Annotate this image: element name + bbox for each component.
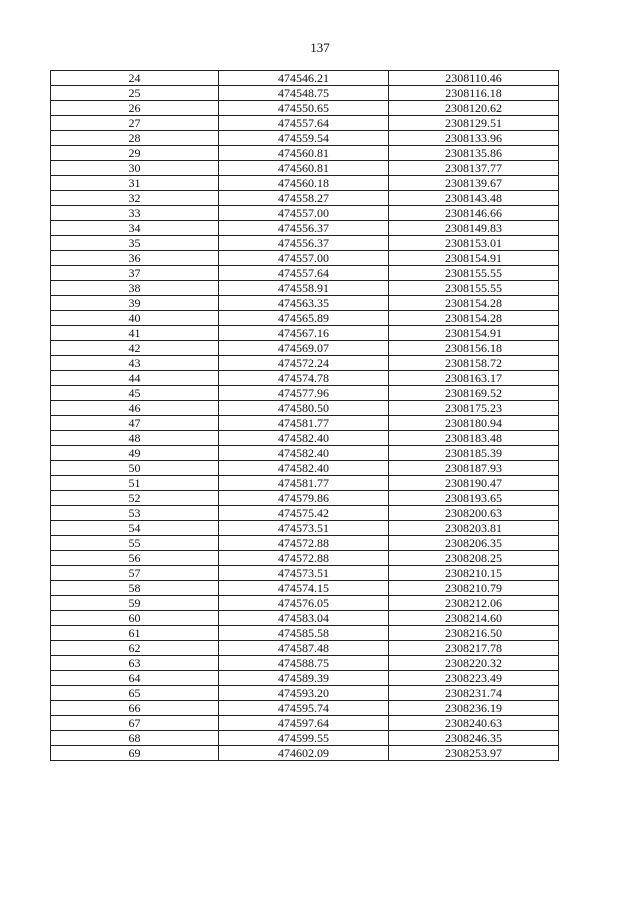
x-coordinate-cell: 474558.91 xyxy=(219,281,389,296)
point-number-cell: 67 xyxy=(51,716,219,731)
y-coordinate-cell: 2308193.65 xyxy=(389,491,559,506)
x-coordinate-cell: 474580.50 xyxy=(219,401,389,416)
point-number-cell: 45 xyxy=(51,386,219,401)
y-coordinate-cell: 2308187.93 xyxy=(389,461,559,476)
table-row xyxy=(51,251,559,266)
table-row xyxy=(51,356,559,371)
x-coordinate-cell: 474567.16 xyxy=(219,326,389,341)
y-coordinate-cell: 2308240.63 xyxy=(389,716,559,731)
point-number-cell: 44 xyxy=(51,371,219,386)
y-coordinate-cell: 2308214.60 xyxy=(389,611,559,626)
x-coordinate-cell: 474589.39 xyxy=(219,671,389,686)
point-number-cell: 68 xyxy=(51,731,219,746)
point-number-cell: 31 xyxy=(51,176,219,191)
point-number-cell: 60 xyxy=(51,611,219,626)
y-coordinate-cell: 2308133.96 xyxy=(389,131,559,146)
y-coordinate-cell: 2308116.18 xyxy=(389,86,559,101)
table-row xyxy=(51,161,559,176)
point-number-cell: 51 xyxy=(51,476,219,491)
x-coordinate-cell: 474599.55 xyxy=(219,731,389,746)
x-coordinate-cell: 474602.09 xyxy=(219,746,389,761)
y-coordinate-cell: 2308210.79 xyxy=(389,581,559,596)
y-coordinate-cell: 2308135.86 xyxy=(389,146,559,161)
x-coordinate-cell: 474582.40 xyxy=(219,461,389,476)
x-coordinate-cell: 474559.54 xyxy=(219,131,389,146)
table-row xyxy=(51,341,559,356)
x-coordinate-cell: 474573.51 xyxy=(219,521,389,536)
x-coordinate-cell: 474582.40 xyxy=(219,446,389,461)
table-row xyxy=(51,626,559,641)
x-coordinate-cell: 474569.07 xyxy=(219,341,389,356)
table-row xyxy=(51,596,559,611)
x-coordinate-cell: 474572.88 xyxy=(219,551,389,566)
table-row xyxy=(51,671,559,686)
table-row xyxy=(51,386,559,401)
x-coordinate-cell: 474565.89 xyxy=(219,311,389,326)
x-coordinate-cell: 474557.00 xyxy=(219,206,389,221)
x-coordinate-cell: 474560.81 xyxy=(219,146,389,161)
x-coordinate-cell: 474557.64 xyxy=(219,116,389,131)
point-number-cell: 39 xyxy=(51,296,219,311)
table-row xyxy=(51,371,559,386)
table-row xyxy=(51,491,559,506)
table-row xyxy=(51,176,559,191)
y-coordinate-cell: 2308220.32 xyxy=(389,656,559,671)
table-row xyxy=(51,281,559,296)
table-row xyxy=(51,191,559,206)
table-row xyxy=(51,536,559,551)
point-number-cell: 54 xyxy=(51,521,219,536)
y-coordinate-cell: 2308149.83 xyxy=(389,221,559,236)
table-row xyxy=(51,221,559,236)
y-coordinate-cell: 2308203.81 xyxy=(389,521,559,536)
table-row xyxy=(51,86,559,101)
x-coordinate-cell: 474587.48 xyxy=(219,641,389,656)
table-row xyxy=(51,551,559,566)
table-row xyxy=(51,641,559,656)
x-coordinate-cell: 474581.77 xyxy=(219,476,389,491)
y-coordinate-cell: 2308137.77 xyxy=(389,161,559,176)
point-number-cell: 43 xyxy=(51,356,219,371)
x-coordinate-cell: 474548.75 xyxy=(219,86,389,101)
table-row xyxy=(51,266,559,281)
point-number-cell: 62 xyxy=(51,641,219,656)
point-number-cell: 58 xyxy=(51,581,219,596)
y-coordinate-cell: 2308146.66 xyxy=(389,206,559,221)
y-coordinate-cell: 2308246.35 xyxy=(389,731,559,746)
x-coordinate-cell: 474560.18 xyxy=(219,176,389,191)
y-coordinate-cell: 2308163.17 xyxy=(389,371,559,386)
x-coordinate-cell: 474546.21 xyxy=(219,71,389,86)
table-row xyxy=(51,461,559,476)
x-coordinate-cell: 474558.27 xyxy=(219,191,389,206)
table-row xyxy=(51,656,559,671)
coordinates-table-body xyxy=(51,71,559,761)
table-row xyxy=(51,521,559,536)
y-coordinate-cell: 2308153.01 xyxy=(389,236,559,251)
table-row xyxy=(51,401,559,416)
y-coordinate-cell: 2308156.18 xyxy=(389,341,559,356)
x-coordinate-cell: 474582.40 xyxy=(219,431,389,446)
table-row xyxy=(51,686,559,701)
table-row xyxy=(51,146,559,161)
coordinates-table xyxy=(50,70,559,761)
point-number-cell: 52 xyxy=(51,491,219,506)
table-row xyxy=(51,716,559,731)
x-coordinate-cell: 474581.77 xyxy=(219,416,389,431)
y-coordinate-cell: 2308223.49 xyxy=(389,671,559,686)
point-number-cell: 28 xyxy=(51,131,219,146)
point-number-cell: 34 xyxy=(51,221,219,236)
point-number-cell: 32 xyxy=(51,191,219,206)
y-coordinate-cell: 2308143.48 xyxy=(389,191,559,206)
point-number-cell: 61 xyxy=(51,626,219,641)
point-number-cell: 63 xyxy=(51,656,219,671)
point-number-cell: 40 xyxy=(51,311,219,326)
x-coordinate-cell: 474574.78 xyxy=(219,371,389,386)
y-coordinate-cell: 2308155.55 xyxy=(389,266,559,281)
point-number-cell: 57 xyxy=(51,566,219,581)
y-coordinate-cell: 2308208.25 xyxy=(389,551,559,566)
table-row xyxy=(51,311,559,326)
y-coordinate-cell: 2308210.15 xyxy=(389,566,559,581)
x-coordinate-cell: 474563.35 xyxy=(219,296,389,311)
x-coordinate-cell: 474556.37 xyxy=(219,221,389,236)
x-coordinate-cell: 474597.64 xyxy=(219,716,389,731)
x-coordinate-cell: 474579.86 xyxy=(219,491,389,506)
y-coordinate-cell: 2308154.91 xyxy=(389,251,559,266)
y-coordinate-cell: 2308236.19 xyxy=(389,701,559,716)
x-coordinate-cell: 474574.15 xyxy=(219,581,389,596)
point-number-cell: 47 xyxy=(51,416,219,431)
y-coordinate-cell: 2308175.23 xyxy=(389,401,559,416)
y-coordinate-cell: 2308212.06 xyxy=(389,596,559,611)
x-coordinate-cell: 474593.20 xyxy=(219,686,389,701)
x-coordinate-cell: 474556.37 xyxy=(219,236,389,251)
y-coordinate-cell: 2308110.46 xyxy=(389,71,559,86)
table-row xyxy=(51,116,559,131)
point-number-cell: 35 xyxy=(51,236,219,251)
table-row xyxy=(51,611,559,626)
point-number-cell: 59 xyxy=(51,596,219,611)
table-row xyxy=(51,566,559,581)
y-coordinate-cell: 2308154.28 xyxy=(389,311,559,326)
y-coordinate-cell: 2308200.63 xyxy=(389,506,559,521)
x-coordinate-cell: 474595.74 xyxy=(219,701,389,716)
point-number-cell: 24 xyxy=(51,71,219,86)
x-coordinate-cell: 474572.24 xyxy=(219,356,389,371)
table-row xyxy=(51,296,559,311)
point-number-cell: 55 xyxy=(51,536,219,551)
y-coordinate-cell: 2308206.35 xyxy=(389,536,559,551)
point-number-cell: 36 xyxy=(51,251,219,266)
table-row xyxy=(51,746,559,761)
point-number-cell: 69 xyxy=(51,746,219,761)
y-coordinate-cell: 2308185.39 xyxy=(389,446,559,461)
point-number-cell: 53 xyxy=(51,506,219,521)
x-coordinate-cell: 474575.42 xyxy=(219,506,389,521)
table-row xyxy=(51,71,559,86)
y-coordinate-cell: 2308154.28 xyxy=(389,296,559,311)
point-number-cell: 38 xyxy=(51,281,219,296)
point-number-cell: 46 xyxy=(51,401,219,416)
x-coordinate-cell: 474560.81 xyxy=(219,161,389,176)
table-row xyxy=(51,101,559,116)
point-number-cell: 65 xyxy=(51,686,219,701)
x-coordinate-cell: 474557.00 xyxy=(219,251,389,266)
y-coordinate-cell: 2308154.91 xyxy=(389,326,559,341)
table-row xyxy=(51,326,559,341)
point-number-cell: 37 xyxy=(51,266,219,281)
table-row xyxy=(51,206,559,221)
table-row xyxy=(51,431,559,446)
y-coordinate-cell: 2308169.52 xyxy=(389,386,559,401)
point-number-cell: 64 xyxy=(51,671,219,686)
point-number-cell: 66 xyxy=(51,701,219,716)
point-number-cell: 30 xyxy=(51,161,219,176)
point-number-cell: 33 xyxy=(51,206,219,221)
point-number-cell: 29 xyxy=(51,146,219,161)
x-coordinate-cell: 474585.58 xyxy=(219,626,389,641)
y-coordinate-cell: 2308139.67 xyxy=(389,176,559,191)
x-coordinate-cell: 474572.88 xyxy=(219,536,389,551)
point-number-cell: 56 xyxy=(51,551,219,566)
y-coordinate-cell: 2308120.62 xyxy=(389,101,559,116)
x-coordinate-cell: 474588.75 xyxy=(219,656,389,671)
table-row xyxy=(51,581,559,596)
table-row xyxy=(51,506,559,521)
x-coordinate-cell: 474577.96 xyxy=(219,386,389,401)
x-coordinate-cell: 474557.64 xyxy=(219,266,389,281)
y-coordinate-cell: 2308180.94 xyxy=(389,416,559,431)
table-row xyxy=(51,731,559,746)
y-coordinate-cell: 2308183.48 xyxy=(389,431,559,446)
point-number-cell: 25 xyxy=(51,86,219,101)
y-coordinate-cell: 2308129.51 xyxy=(389,116,559,131)
table-row xyxy=(51,416,559,431)
y-coordinate-cell: 2308231.74 xyxy=(389,686,559,701)
point-number-cell: 49 xyxy=(51,446,219,461)
table-row xyxy=(51,701,559,716)
x-coordinate-cell: 474583.04 xyxy=(219,611,389,626)
point-number-cell: 41 xyxy=(51,326,219,341)
y-coordinate-cell: 2308155.55 xyxy=(389,281,559,296)
x-coordinate-cell: 474573.51 xyxy=(219,566,389,581)
table-row xyxy=(51,131,559,146)
x-coordinate-cell: 474550.65 xyxy=(219,101,389,116)
table-row xyxy=(51,446,559,461)
y-coordinate-cell: 2308217.78 xyxy=(389,641,559,656)
point-number-cell: 48 xyxy=(51,431,219,446)
point-number-cell: 42 xyxy=(51,341,219,356)
page-number: 137 xyxy=(310,40,330,55)
y-coordinate-cell: 2308158.72 xyxy=(389,356,559,371)
y-coordinate-cell: 2308216.50 xyxy=(389,626,559,641)
y-coordinate-cell: 2308253.97 xyxy=(389,746,559,761)
table-row xyxy=(51,476,559,491)
table-row xyxy=(51,236,559,251)
x-coordinate-cell: 474576.05 xyxy=(219,596,389,611)
point-number-cell: 26 xyxy=(51,101,219,116)
point-number-cell: 27 xyxy=(51,116,219,131)
y-coordinate-cell: 2308190.47 xyxy=(389,476,559,491)
point-number-cell: 50 xyxy=(51,461,219,476)
